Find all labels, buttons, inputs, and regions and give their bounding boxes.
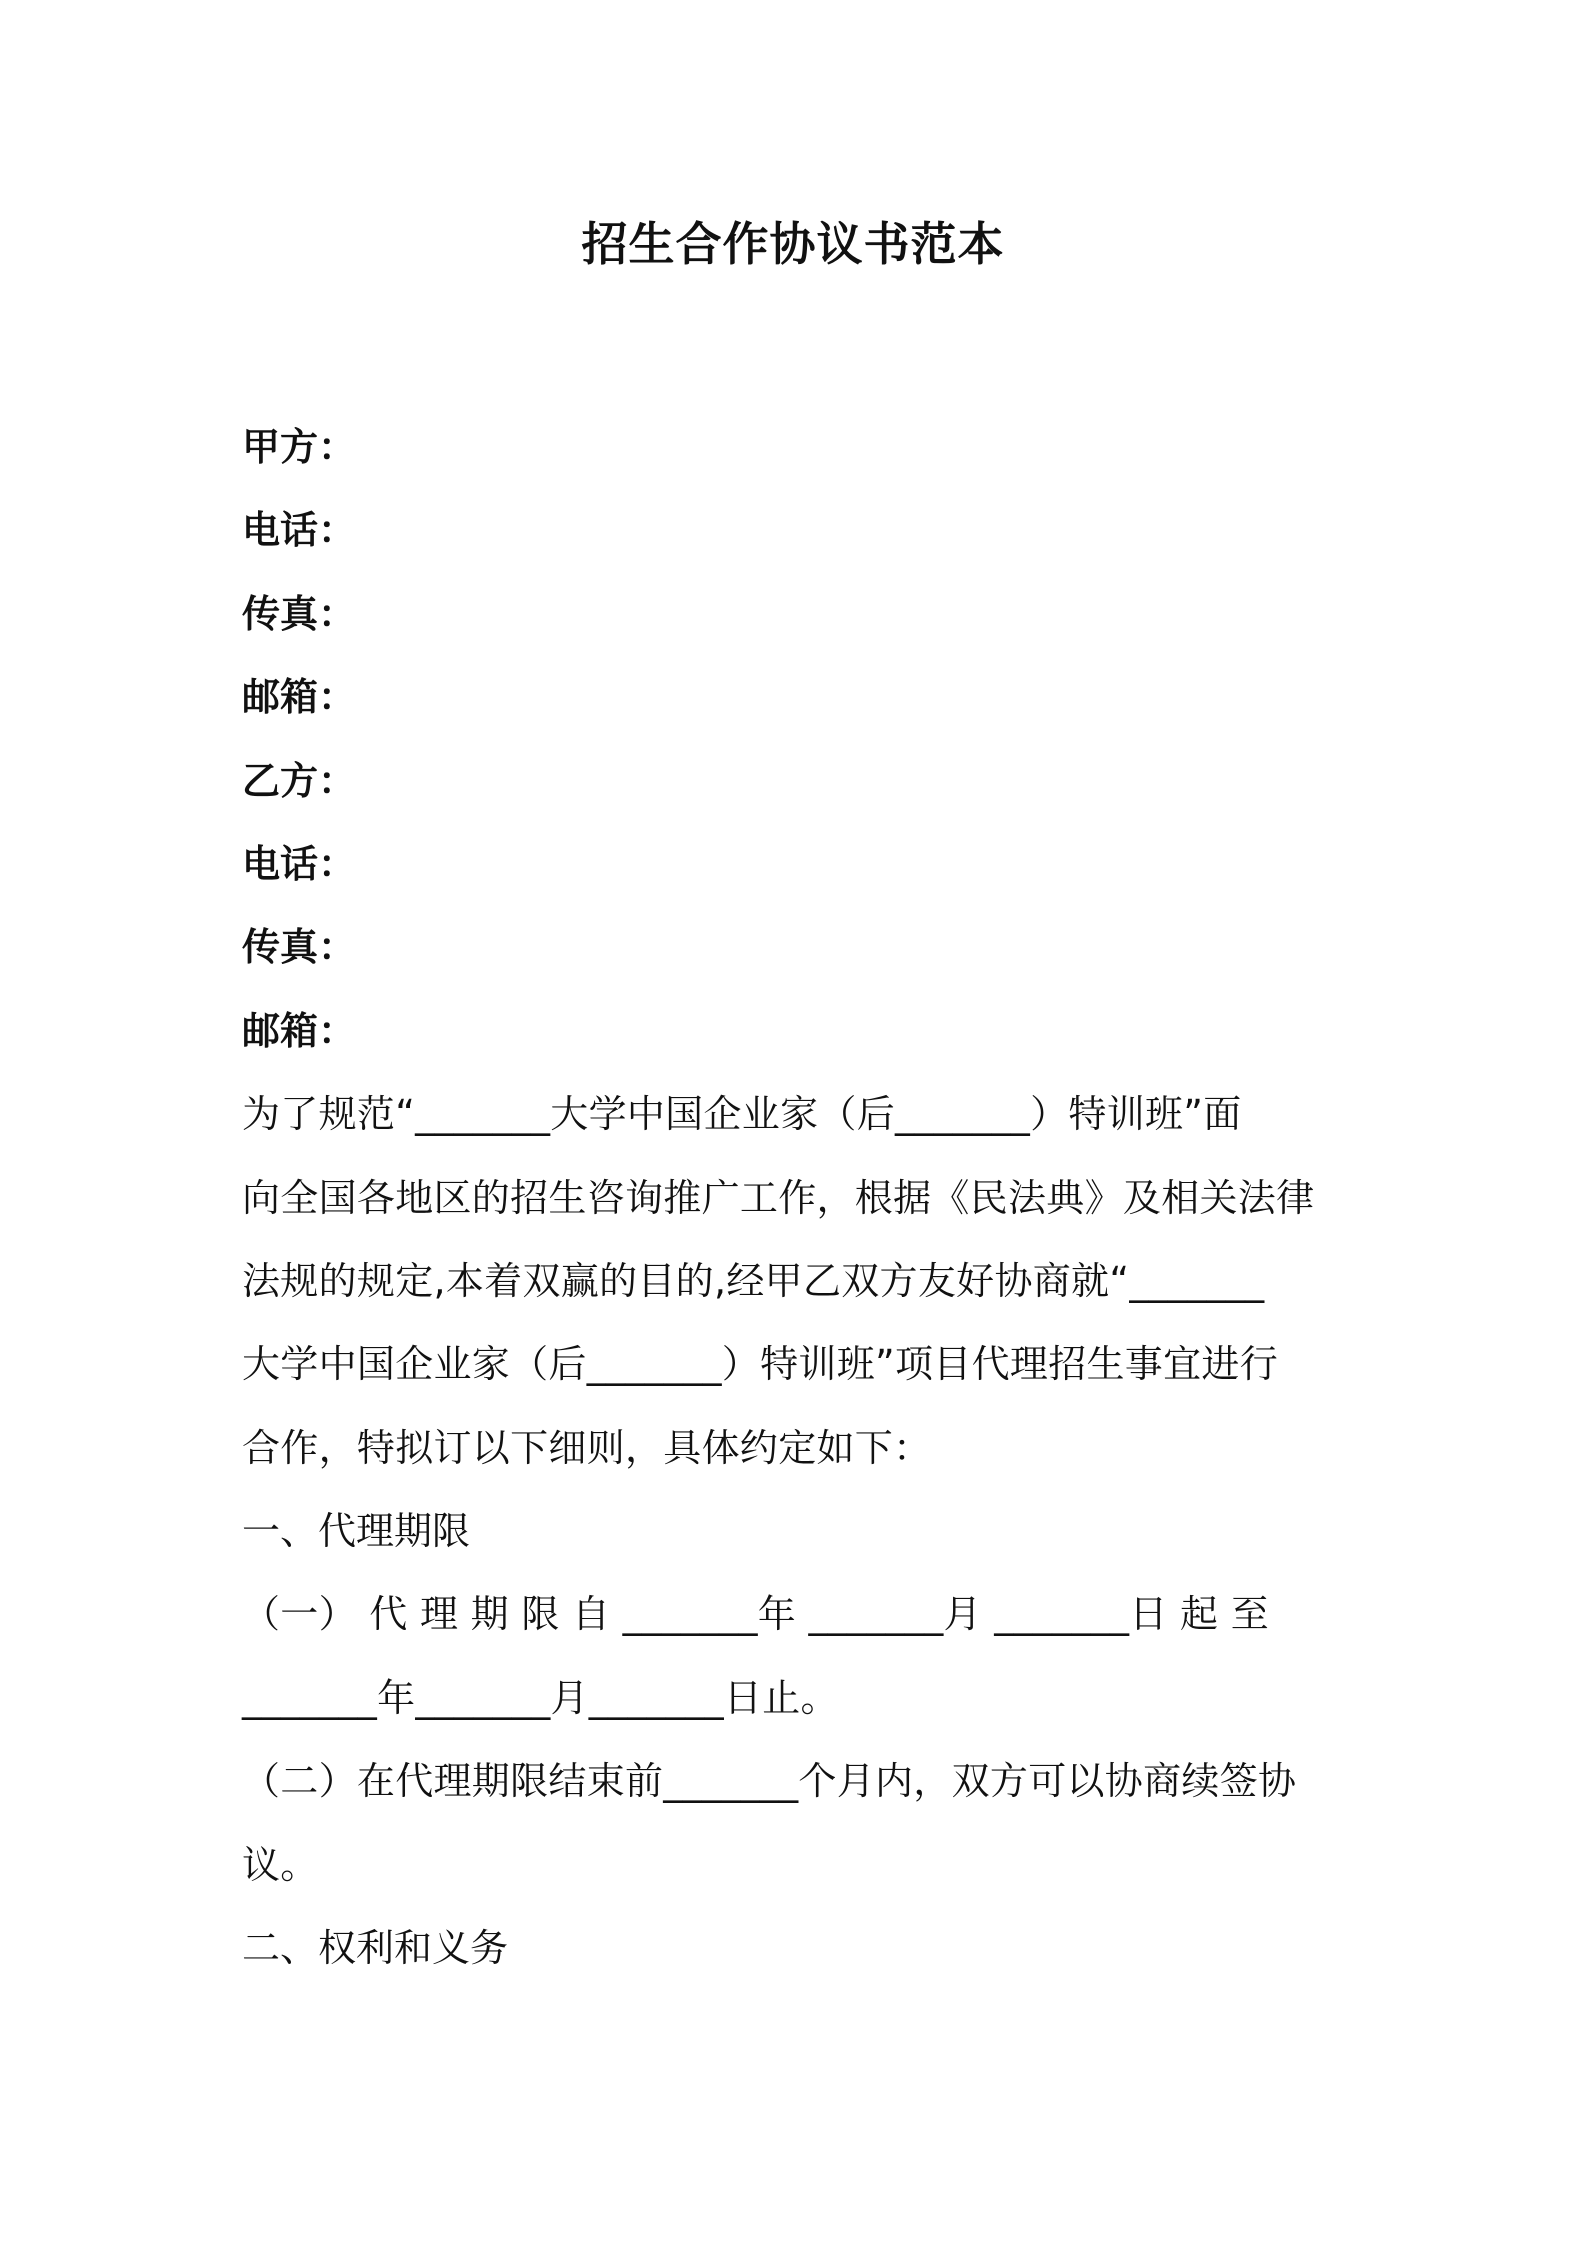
document-title: 招生合作协议书范本 [581, 217, 1005, 271]
document-body [242, 406, 1352, 1990]
preamble-line-5: 合作，特拟订以下细则，具体约定如下： [242, 1425, 932, 1470]
preamble-line-2: 向全国各地区的招生咨询推广工作，根据《民法典》及相关法律 [242, 1175, 1315, 1220]
clause-1-1-line-2: _______年_______月_______日止。 [242, 1675, 839, 1720]
party-b-phone-label: 电话： [242, 841, 357, 886]
clause-1-2-line-1: （二）在代理期限结束前_______个月内，双方可以协商续签协 [242, 1759, 1297, 1804]
section-2-heading: 二、权利和义务 [242, 1926, 509, 1971]
preamble-line-3: 法规的规定,本着双赢的目的,经甲乙双方友好协商就“_______ [242, 1258, 1265, 1303]
party-b-email-label: 邮箱： [242, 1008, 357, 1053]
clause-1-2-line-2: 议。 [242, 1842, 319, 1887]
party-a-phone-label: 电话： [242, 508, 357, 553]
section-1-heading: 一、代理期限 [242, 1509, 471, 1554]
party-b-label: 乙方： [242, 758, 357, 803]
clause-1-1-line-1: （一） 代 理 期 限 自 _______年 _______月 _______日 起 至 [242, 1592, 1269, 1637]
party-a-fax-label: 传真： [242, 591, 357, 636]
party-a-label: 甲方： [242, 425, 357, 469]
preamble-line-4: 大学中国企业家（后_______）特训班”项目代理招生事宜进行 [242, 1342, 1278, 1387]
party-b-fax-label: 传真： [242, 925, 357, 970]
preamble-line-1: 为了规范“_______大学中国企业家（后_______）特训班”面 [242, 1092, 1242, 1137]
party-a-email-label: 邮箱： [242, 675, 357, 720]
